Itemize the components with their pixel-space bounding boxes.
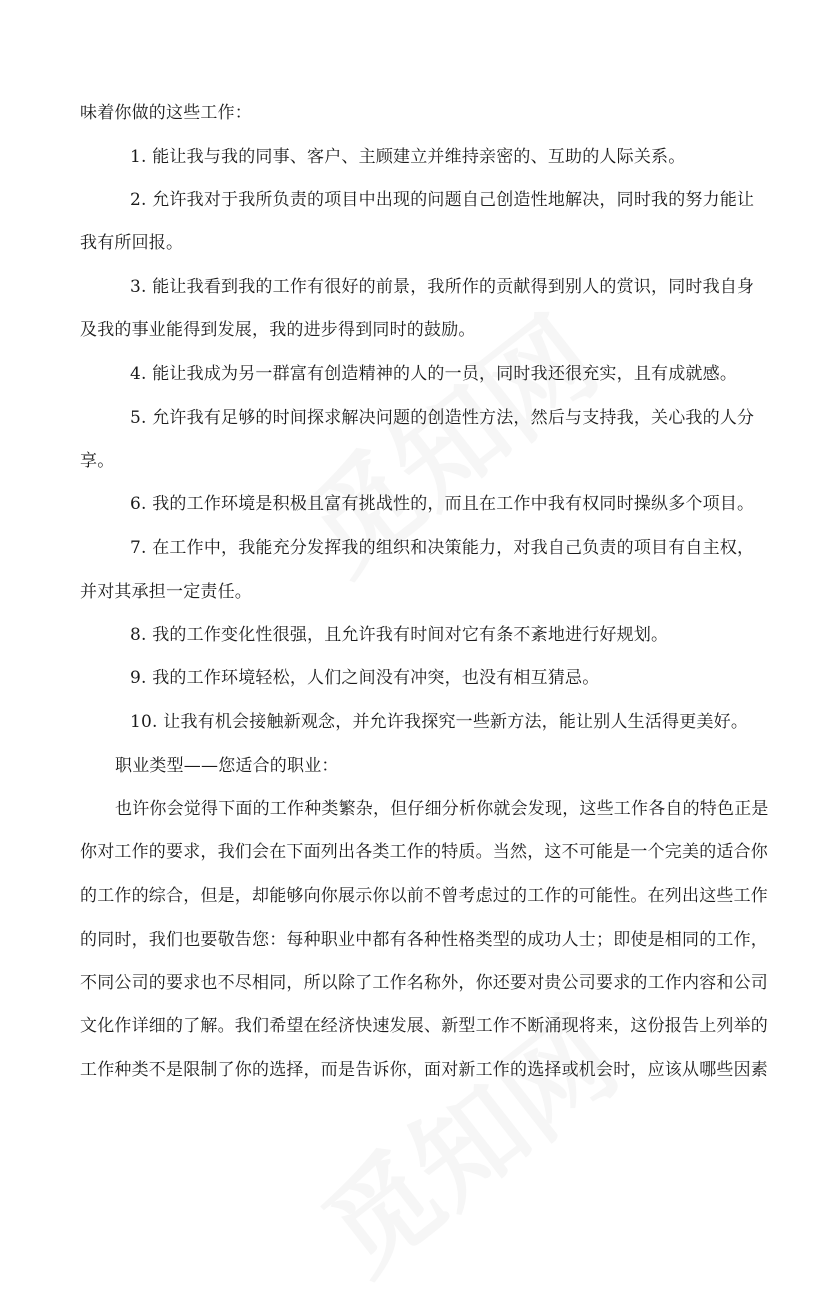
paragraph-line: 文化作详细的了解。我们希望在经济快速发展、新型工作不断涌现将来，这份报告上列举的: [80, 1016, 768, 1036]
text-line: 并对其承担一定责任。: [80, 582, 252, 602]
list-item: 3. 能让我看到我的工作有很好的前景，我所作的贡献得到别人的赏识，同时我自身: [130, 277, 755, 297]
list-item: 10. 让我有机会接触新观念，并允许我探究一些新方法，能让别人生活得更美好。: [130, 712, 749, 732]
list-item: 4. 能让我成为另一群富有创造精神的人的一员，同时我还很充实，且有成就感。: [130, 364, 738, 384]
section-heading: 职业类型——您适合的职业：: [115, 756, 339, 776]
list-item: 5. 允许我有足够的时间探求解决问题的创造性方法，然后与支持我，关心我的人分: [130, 408, 755, 428]
text-line: 享。: [80, 451, 115, 471]
text-line: 我有所回报。: [80, 233, 184, 253]
list-item: 2. 允许我对于我所负责的项目中出现的问题自己创造性地解决，同时我的努力能让: [130, 190, 755, 210]
list-item: 6. 我的工作环境是积极且富有挑战性的，而且在工作中我有权同时操纵多个项目。: [130, 494, 755, 514]
paragraph-line: 不同公司的要求也不尽相同，所以除了工作名称外，你还要对贵公司要求的工作内容和公司: [80, 973, 768, 993]
paragraph-line: 工作种类不是限制了你的选择，而是告诉你，面对新工作的选择或机会时，应该从哪些因素: [80, 1060, 768, 1080]
paragraph-line: 你对工作的要求，我们会在下面列出各类工作的特质。当然，这不可能是一个完美的适合你: [80, 842, 768, 862]
list-item: 9. 我的工作环境轻松，人们之间没有冲突，也没有相互猜忌。: [130, 668, 600, 688]
text-line: 味着你做的这些工作：: [80, 103, 252, 123]
paragraph-line: 的工作的综合，但是，却能够向你展示你以前不曾考虑过的工作的可能性。在列出这些工作: [80, 886, 768, 906]
list-item: 8. 我的工作变化性很强，且允许我有时间对它有条不紊地进行好规划。: [130, 625, 669, 645]
paragraph-line: 也许你会觉得下面的工作种类繁杂，但仔细分析你就会发现，这些工作各自的特色正是: [115, 799, 769, 819]
list-item: 1. 能让我与我的同事、客户、主顾建立并维持亲密的、互助的人际关系。: [130, 147, 686, 167]
paragraph-line: 的同时，我们也要敬告您：每种职业中都有各种性格类型的成功人士；即使是相同的工作，: [80, 930, 768, 950]
text-line: 及我的事业能得到发展，我的进步得到同时的鼓励。: [80, 320, 476, 340]
list-item: 7. 在工作中，我能充分发挥我的组织和决策能力，对我自己负责的项目有自主权，: [130, 538, 755, 558]
